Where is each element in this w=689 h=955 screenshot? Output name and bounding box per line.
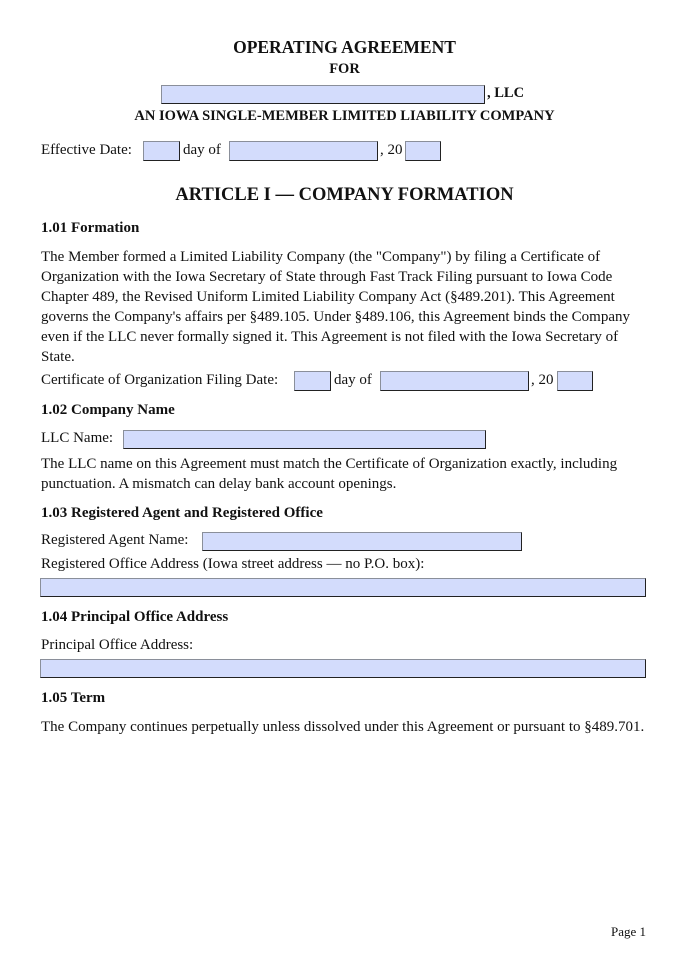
page-number: Page 1 — [611, 924, 647, 939]
llc-suffix: , LLC — [487, 85, 525, 101]
company-name-field[interactable] — [161, 85, 485, 104]
section-1-05-body: The Company continues perpetually unless dissolved under this Agreement or pursuant to §489.701. — [41, 719, 645, 735]
principal-office-address-field[interactable] — [40, 659, 646, 678]
section-1-04-heading: 1.04 Principal Office Address — [41, 609, 229, 625]
section-1-01-heading: 1.01 Formation — [41, 220, 140, 236]
filing-year-field[interactable] — [557, 371, 593, 391]
document-subtitle: AN IOWA SINGLE-MEMBER LIMITED LIABILITY COMPANY — [134, 108, 555, 124]
filing-day-of-label: day of — [334, 372, 372, 388]
effective-day-of-label: day of — [183, 142, 221, 158]
filing-day-field[interactable] — [294, 371, 331, 391]
registered-office-address-field[interactable] — [40, 578, 646, 597]
llc-name-label: LLC Name: — [41, 430, 114, 446]
section-1-03-heading: 1.03 Registered Agent and Registered Office — [41, 505, 323, 521]
llc-name-field[interactable] — [123, 430, 486, 449]
section-1-02-heading: 1.02 Company Name — [41, 402, 175, 418]
effective-year-field[interactable] — [405, 141, 441, 161]
section-1-05-heading: 1.05 Term — [41, 690, 106, 706]
document-title-for: FOR — [329, 61, 360, 77]
effective-year-prefix: , 20 — [380, 142, 403, 158]
registered-agent-field[interactable] — [202, 532, 522, 551]
effective-date-label: Effective Date: — [41, 142, 132, 158]
principal-office-label: Principal Office Address: — [41, 637, 194, 653]
registered-agent-label: Registered Agent Name: — [41, 532, 189, 548]
section-1-02-body: The LLC name on this Agreement must match the Certificate of Organization exactly, including punctuation. A mismatch can delay bank account openings. — [41, 456, 618, 492]
filing-month-field[interactable] — [380, 371, 529, 391]
document-title: OPERATING AGREEMENT — [233, 37, 456, 57]
filing-year-prefix: , 20 — [531, 372, 554, 388]
article-title: ARTICLE I — COMPANY FORMATION — [175, 185, 514, 205]
filing-date-label: Certificate of Organization Filing Date: — [41, 372, 279, 388]
effective-day-field[interactable] — [143, 141, 180, 161]
registered-office-label: Registered Office Address (Iowa street address — no P.O. box): — [41, 556, 425, 572]
section-1-01-body: The Member formed a Limited Liability Company (the "Company") by filing a Certificate of Organization with the Iowa Secretary of State through Fast Track Filing pursuant to Iowa Code Chapter 489, the Revised Uniform Limited Liability Company Act (§489.201). This Agreement governs the Company's affairs per §489.105. Under §489.106, this Agreement binds the Company even if the LLC never formally signed it. This Agreement is not filed with the Iowa Secretary of State. — [41, 249, 630, 365]
effective-month-field[interactable] — [229, 141, 378, 161]
